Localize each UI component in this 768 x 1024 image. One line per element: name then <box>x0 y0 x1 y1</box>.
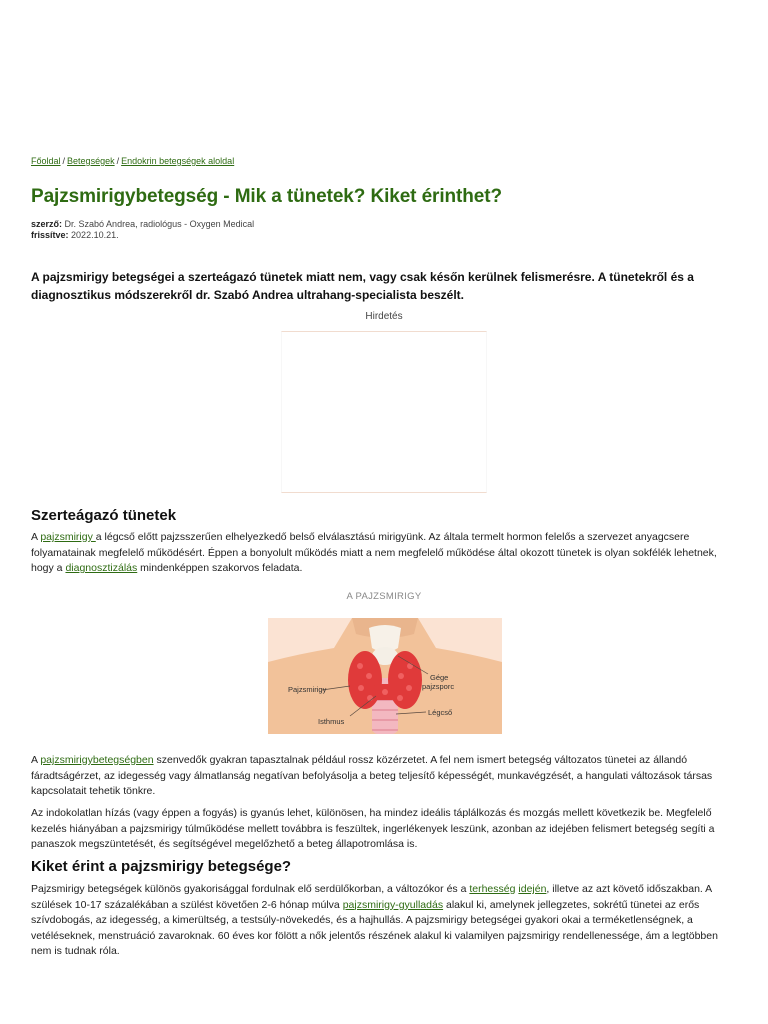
text: mindenképpen szakorvos feladata. <box>137 562 303 574</box>
link-idejen[interactable]: idején <box>518 883 547 895</box>
header-blank-area <box>0 0 768 150</box>
text: Pajzsmirigy betegségek különös gyakorisággal fordulnak elő serdülőkorban, a változókor és a <box>31 883 470 895</box>
label-larynx: Gége <box>430 673 449 682</box>
breadcrumb <box>31 156 234 166</box>
link-pajzsmirigybetegsegben[interactable]: pajzsmirigybetegségben <box>40 754 154 766</box>
article-meta <box>31 219 254 241</box>
link-diagnosztizalas[interactable]: diagnosztizálás <box>65 562 138 574</box>
link-pajzsmirigy[interactable]: pajzsmirigy <box>40 531 96 543</box>
thyroid-right-lobe <box>388 651 422 709</box>
text: alakul ki, amelynek jellegzetes, sokrétű tünetei az erős szívdobogás, az idegesség, a kimerültség, a testsúly-növekedés, és a hajhullás. A pajzsmirigy betegségei gyakori okai a terméketlenségnek, a vetéléseknek, menstruáció zavaroknak. 60 éves kor fölött a nők jelentős részének alakul ki valamilyen pajzsmirigy rendellenessége, ám a legtöbben nem is tudnak róla. <box>31 898 718 957</box>
label-thyroid: Pajzsmirigy <box>288 685 327 694</box>
article-lead: A pajzsmirigy betegségei a szerteágazó tünetek miatt nem, vagy csak későn kerülnek felismerésre. A tünetekről és a diagnosztikus módszerekről dr. Szabó Andrea ultrahang-specialista beszélt. <box>31 270 694 302</box>
updated-date: 2022.10.21. <box>71 230 119 240</box>
text: szenvedők gyakran tapasztalnak például rossz közérzetet. A fel nem ismert betegség változatos tünetei az állandó fáradtságérzet, az idegesség vagy álmatlanság negatívan befolyásolja a beteg teljesítő képességét, munkavégzését, a hangulati változások társas kapcsolatait tehetik tönkre. <box>31 754 713 797</box>
author-line <box>31 219 254 230</box>
figure-caption: A PAJZSMIRIGY <box>346 591 422 602</box>
label-isthmus: Isthmus <box>318 717 345 726</box>
paragraph-symptoms-detail <box>31 753 741 800</box>
text: , illetve az azt követő időszakban. A szülések 10-17 százalékában a szülést követően 2-6 hónap múlva <box>31 883 712 911</box>
breadcrumb-diseases-link[interactable]: Betegségek <box>67 156 115 166</box>
paragraph-symptoms-intro <box>31 530 741 577</box>
thyroid-left-lobe <box>348 651 382 709</box>
label-trachea: Légcső <box>428 708 453 717</box>
ad-label: Hirdetés <box>365 311 403 322</box>
thyroid-illustration <box>268 618 502 734</box>
text: a légcső előtt pajzsszerűen elhelyezkedő belső elválasztású mirigyünk. Az általa termelt hormon felelős a szervezet anyagcsere folyamatainak megfelelő működésért. Éppen a bonyolult működés miatt a nem megfelelő működése által okozott tünetek is olyan sokfélék lehetnek, hogy a <box>31 531 717 574</box>
breadcrumb-endocrine-link[interactable]: Endokrin betegségek aloldal <box>121 156 235 166</box>
link-pajzsmirigy-gyulladas[interactable]: pajzsmirigy-gyulladás <box>342 898 444 911</box>
page-title: Pajzsmirigybetegség - Mik a tünetek? Kiket érinthet? <box>31 186 502 207</box>
link-terhesseg[interactable]: terhesség <box>469 883 516 895</box>
updated-line <box>31 230 254 241</box>
text: A <box>31 531 41 543</box>
label-cartilage: pajzsporc <box>422 682 455 691</box>
author-name: Dr. Szabó Andrea, radiológus - Oxygen Medical <box>64 219 255 229</box>
author-label: szerző: <box>31 219 63 229</box>
section-heading-symptoms: Szerteágazó tünetek <box>31 507 177 524</box>
updated-label: frissítve: <box>31 230 69 240</box>
ad-slot[interactable] <box>281 331 487 493</box>
section-heading-who-affected: Kiket érint a pajzsmirigy betegsége? <box>31 858 292 875</box>
paragraph-weight-change: Az indokolatlan hízás (vagy éppen a fogyás) is gyanús lehet, különösen, ha mindez ideális táplálkozás és mozgás mellett következik be. Megfelelő kezelés hiányában a pajzsmirigy túlműködése mellett továbbra is feszültek, ingerlékenyek leszünk, azonban az idejében felismert betegség segíti a panaszok megszüntetését, és segítségével megelőzhető a beteg állapotromlása is. <box>31 807 715 850</box>
text: A <box>31 754 41 766</box>
paragraph-who-affected <box>31 882 741 960</box>
breadcrumb-separator: / <box>116 156 120 166</box>
breadcrumb-separator: / <box>62 156 66 166</box>
breadcrumb-home-link[interactable]: Főoldal <box>31 156 61 166</box>
